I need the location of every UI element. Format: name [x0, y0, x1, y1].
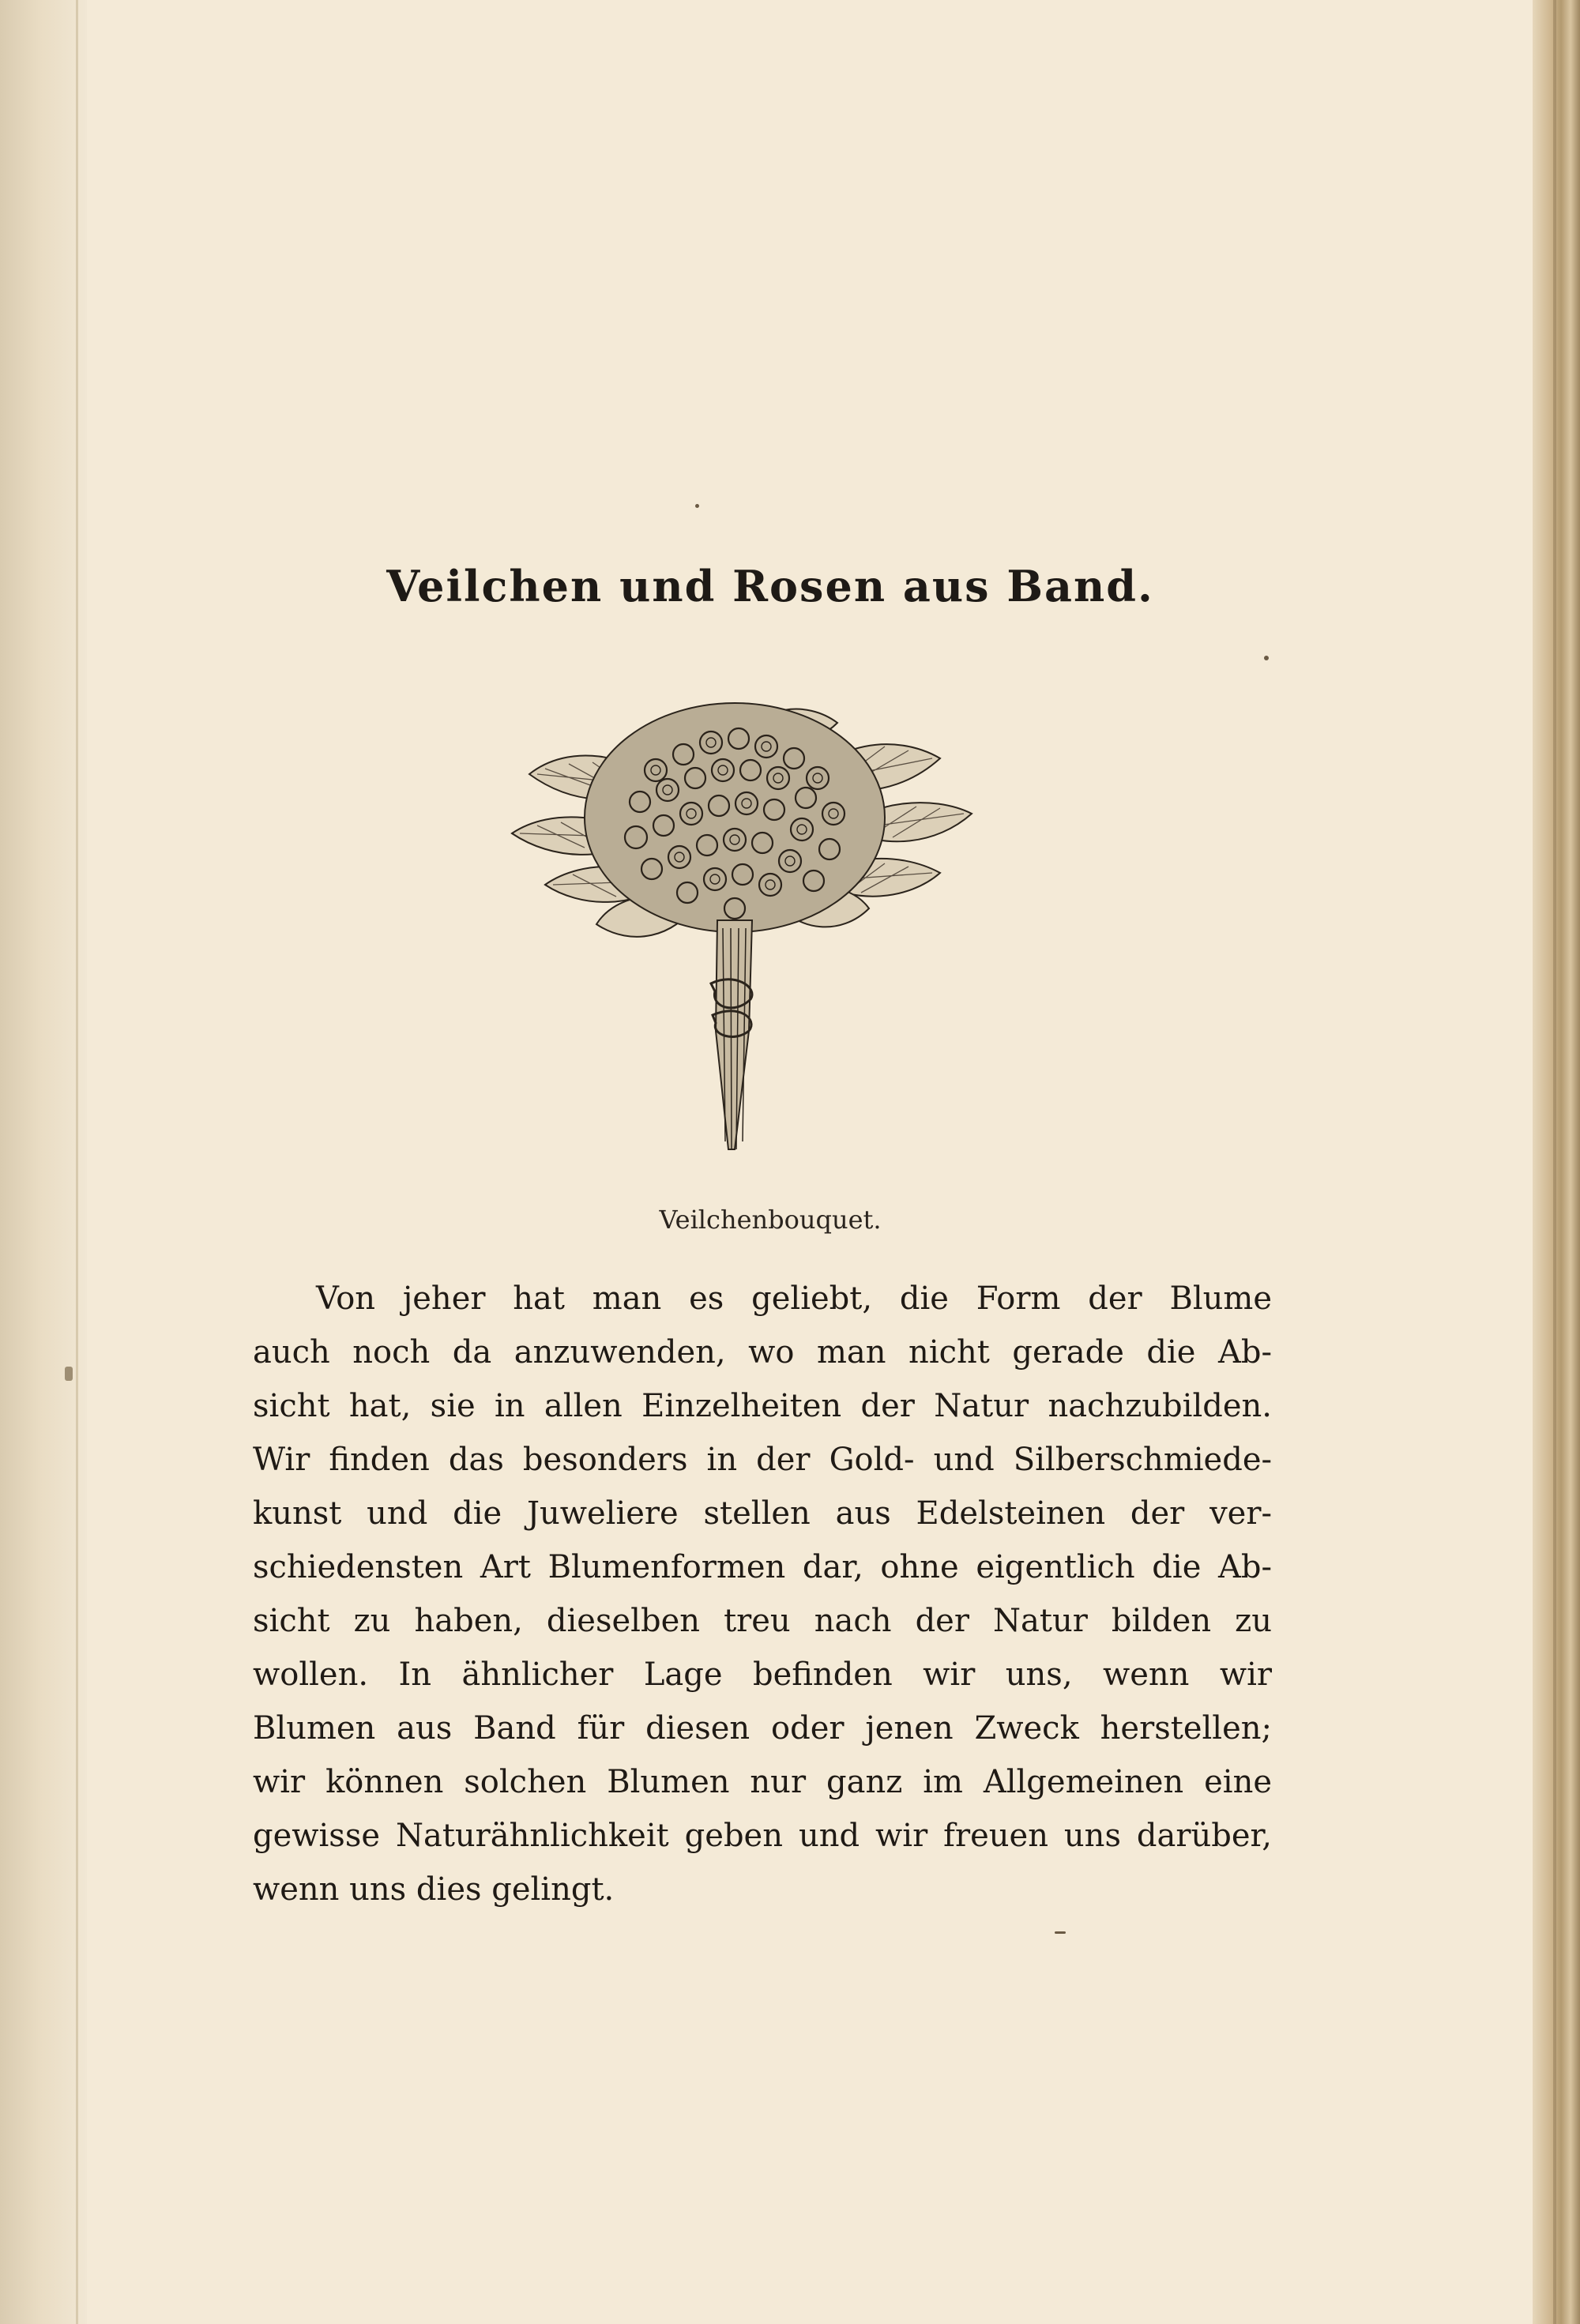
paper-speck: [1264, 656, 1269, 660]
figure-caption: Veilchenbouquet.: [659, 1205, 882, 1235]
text-line: wenn uns dies gelingt.: [253, 1871, 615, 1908]
paper-speck: [1055, 1931, 1066, 1934]
page-stack-edge: [1533, 0, 1580, 2324]
violet-bouquet-icon: [498, 667, 988, 1173]
gutter-fold: [76, 0, 78, 2324]
page-stack-line: [1553, 0, 1556, 2324]
book-spine-gutter: [0, 0, 87, 2324]
page-title: Veilchen und Rosen aus Band.: [386, 561, 1154, 611]
text-line: Blumen aus Band für diesen oder jenen Zweck herstellen;: [253, 1710, 1272, 1747]
paper-speck: [695, 504, 699, 508]
book-page: [87, 0, 1533, 2324]
text-line: Von jeher hat man es geliebt, die Form der Blume: [316, 1280, 1272, 1317]
paper-speck: [65, 1367, 73, 1381]
text-line: sicht zu haben, dieselben treu nach der Natur bilden zu: [253, 1603, 1272, 1639]
text-line: auch noch da anzuwenden, wo man nicht gerade die Ab-: [253, 1334, 1272, 1371]
text-line: gewisse Naturähnlichkeit geben und wir freuen uns darüber,: [253, 1818, 1272, 1854]
text-line: wir können solchen Blumen nur ganz im Allgemeinen eine: [253, 1764, 1272, 1800]
body-paragraph: [253, 1272, 1272, 1916]
text-line: wollen. In ähnlicher Lage befinden wir uns, wenn wir: [253, 1657, 1272, 1693]
text-line: Wir finden das besonders in der Gold- und Silberschmiede-: [253, 1442, 1272, 1478]
text-line: kunst und die Juweliere stellen aus Edelsteinen der ver-: [253, 1495, 1272, 1532]
text-line: schiedensten Art Blumenformen dar, ohne eigentlich die Ab-: [253, 1549, 1272, 1585]
text-line: sicht hat, sie in allen Einzelheiten der Natur nachzubilden.: [253, 1388, 1272, 1424]
